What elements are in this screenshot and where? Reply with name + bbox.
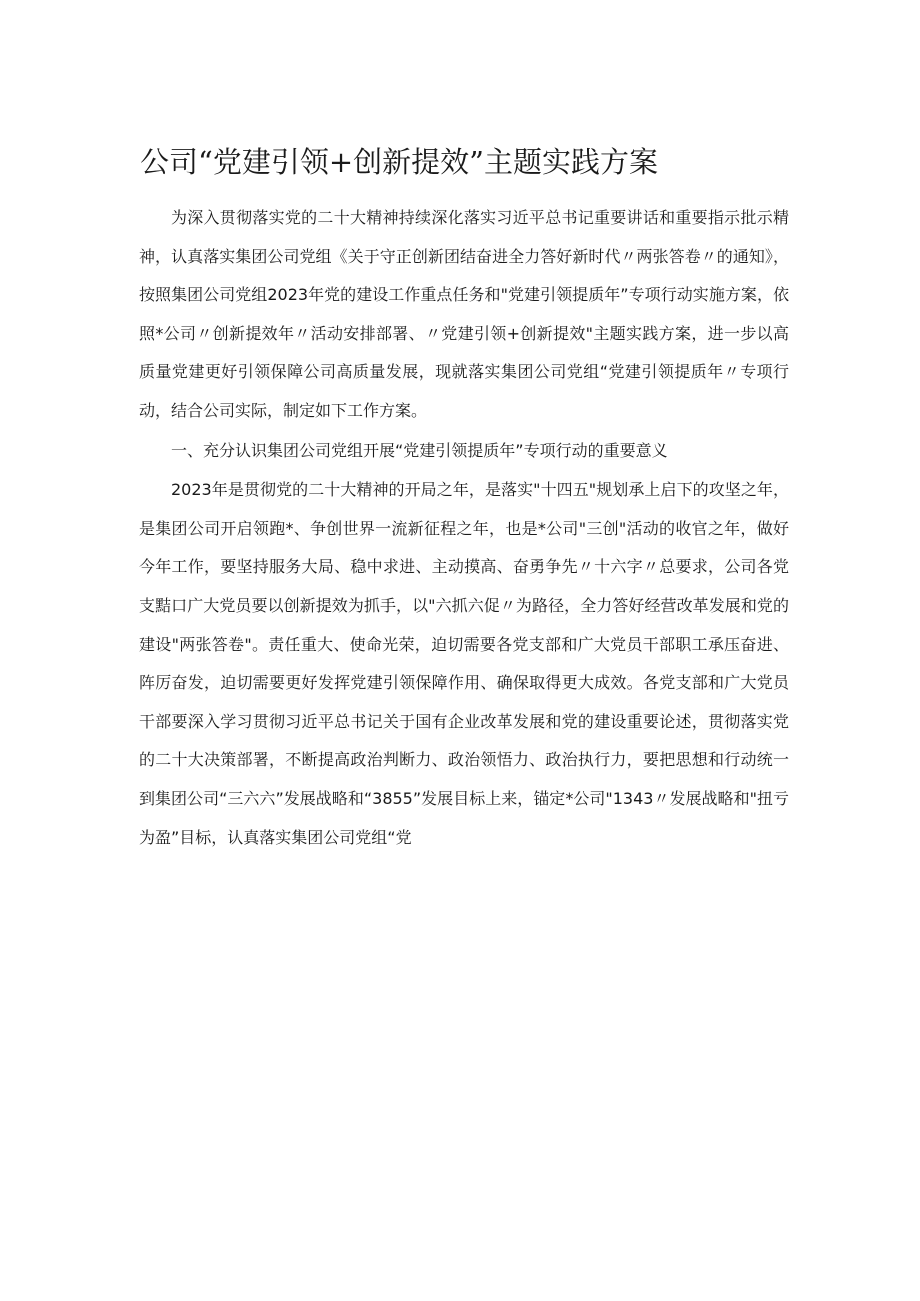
paragraph-significance: 2023年是贯彻党的二十大精神的开局之年，是落实"十四五"规划承上启下的攻坚之年，是集团公司开启领跑*、争创世界一流新征程之年，也是*公司"三创"活动的收官之年，做好今年工作，要坚持服务大局、稳中求进、主动摸高、奋勇争先〃十六字〃总要求，公司各党支黠口广大党员要以创新提效为抓手，以"六抓六促〃为路径，全力答好经营改革发展和党的建设"两张答卷"。责任重大、使命光荣，迫切需要各党支部和广大党员干部职工承压奋进、阵厉奋发，迫切需要更好发挥党建引领保障作用、确保取得更大成效。各党支部和广大党员干部要深入学习贯彻习近平总书记关于国有企业改革发展和党的建设重要论述，贯彻落实党的二十大决策部署，不断提高政治判断力、政治领悟力、政治执行力，要把思想和行动统一到集团公司“三六六”发展战略和“3855”发展目标上来，锚定*公司"1343〃发展战略和"扭亏为盈”目标，认真落实集团公司党组“党 (139, 480, 789, 847)
document-title: 公司“党建引领+创新提效”主题实践方案 (140, 145, 658, 179)
section-heading-1: 一、充分认识集团公司党组开展“党建引领提质年”专项行动的重要意义 (171, 440, 668, 460)
paragraph-intro: 为深入贯彻落实党的二十大精神持续深化落实习近平总书记重要讲话和重要指示批示精神，认真落实集团公司党组《关于守正创新团结奋进全力答好新时代〃两张答卷〃的通知》，按照集团公司党组2023年党的建设工作重点任务和"党建引领提质年”专项行动实施方案，依照*公司〃创新提效年〃活动安排部署、〃党建引领+创新提效"主题实践方案，进一步以高质量党建更好引领保障公司高质量发展，现就落实集团公司党组“党建引领提质年〃专项行动，结合公司实际，制定如下工作方案。 (139, 208, 789, 420)
document-body (139, 199, 789, 857)
